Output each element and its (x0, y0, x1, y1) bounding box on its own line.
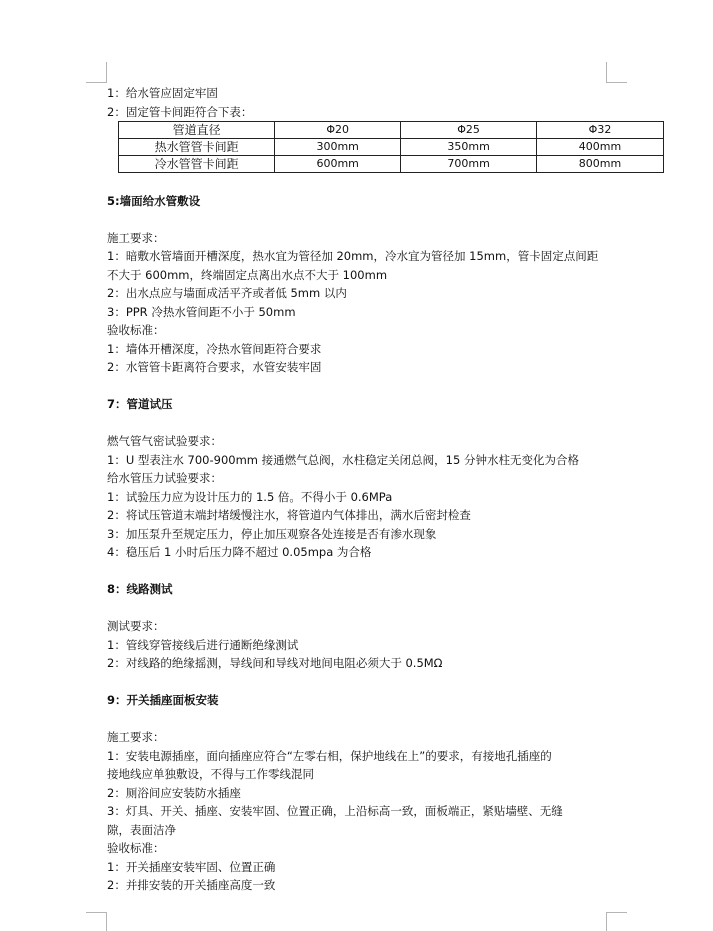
section-9-req-3-cont: 隙，表面洁净 (107, 822, 176, 837)
section-8-test-1: 1：管线穿管接线后进行通断绝缘测试 (107, 637, 299, 652)
section-9-acceptance-label: 验收标准： (107, 841, 165, 855)
section-5-acc-2: 2：水管管卡距离符合要求，水管安装牢固 (107, 360, 322, 374)
table-header-row (119, 122, 664, 139)
table-cell: 700mm (401, 156, 537, 173)
spacer (107, 210, 607, 229)
section-7-gas-1: 1：U 型表注水 700-900mm 接通燃气总阀，水柱稳定关闭总阀，15 分钟水柱无变化为合格 (107, 452, 579, 467)
section-9-acc-1: 1：开关插座安装牢固、位置正确 (107, 859, 276, 874)
table-header-cell: 管道直径 (119, 122, 275, 139)
table-row (119, 139, 664, 156)
section-7-water-2: 2：将试压管道末端封堵缓慢注水，将管道内气体排出，满水后密封检查 (107, 508, 471, 522)
crop-mark-bottom-left (86, 912, 107, 931)
spacer (107, 562, 607, 581)
section-9-req-1-cont: 接地线应单独敷设，不得与工作零线混同 (107, 767, 314, 781)
spacer (107, 710, 607, 729)
crop-mark-bottom-right (606, 912, 627, 931)
table-cell: 热水管管卡间距 (119, 139, 275, 156)
table-cell: 350mm (401, 139, 537, 156)
section-5-heading: 5:墙面给水管敷设 (107, 193, 201, 208)
section-9-req-2: 2：厕浴间应安装防水插座 (107, 785, 241, 800)
section-8-label: 测试要求： (107, 619, 165, 633)
spacer (107, 414, 607, 433)
section-9-requirements-label: 施工要求： (107, 730, 165, 744)
table-cell: 600mm (275, 156, 401, 173)
section-5-req-3: 3：PPR 冷热水管间距不小于 50mm (107, 304, 296, 319)
section-7-water-1: 1：试验压力应为设计压力的 1.5 倍。不得小于 0.6MPa (107, 489, 393, 504)
document-body (107, 84, 622, 895)
intro-item-2: 2：固定管卡间距符合下表： (107, 104, 253, 119)
section-9-acc-2: 2：并排安装的开关插座高度一致 (107, 878, 276, 892)
spacer (107, 599, 607, 618)
section-5-requirements-label: 施工要求： (107, 230, 165, 245)
section-9-heading: 9：开关插座面板安装 (107, 693, 219, 707)
table-cell: 冷水管管卡间距 (119, 156, 275, 173)
section-5-acceptance-label: 验收标准： (107, 323, 165, 337)
table-header-cell: Φ32 (537, 122, 664, 139)
section-7-gas-label: 燃气管气密试验要求： (107, 434, 222, 448)
section-8-heading: 8：线路测试 (107, 582, 173, 596)
section-7-water-label: 给水管压力试验要求： (107, 471, 222, 485)
section-5-req-1: 1：暗敷水管墙面开槽深度，热水宜为管径加 20mm，冷水宜为管径加 15mm，管卡固定点间距 (107, 249, 599, 263)
section-5-acc-1: 1：墙体开槽深度，冷热水管间距符合要求 (107, 341, 322, 356)
section-8-test-2: 2：对线路的绝缘摇测，导线间和导线对地间电阻必须大于 0.5MΩ (107, 656, 443, 670)
section-7-water-3: 3：加压泵升至规定压力，停止加压观察各处连接是否有渗水现象 (107, 526, 437, 541)
section-7-heading: 7：管道试压 (107, 397, 173, 411)
crop-mark-top-right (606, 62, 627, 83)
spacer (107, 173, 607, 192)
table-cell: 800mm (537, 156, 664, 173)
table-header-cell: Φ25 (401, 122, 537, 139)
table-header-cell: Φ20 (275, 122, 401, 139)
section-9-req-1: 1：安装电源插座，面向插座应符合“左零右相，保护地线在上”的要求，有接地孔插座的 (107, 748, 552, 763)
pipe-clamp-spacing-table (118, 121, 664, 173)
section-5-req-2: 2：出水点应与墙面成活平齐或者低 5mm 以内 (107, 286, 347, 300)
table-cell: 300mm (275, 139, 401, 156)
section-7-water-4: 4：稳压后 1 小时后压力降不超过 0.05mpa 为合格 (107, 545, 372, 559)
intro-item-1: 1：给水管应固定牢固 (107, 86, 218, 100)
table-cell: 400mm (537, 139, 664, 156)
section-5-req-1-cont: 不大于 600mm，终端固定点离出水点不大于 100mm (107, 267, 388, 282)
spacer (107, 377, 607, 396)
section-9-req-3: 3：灯具、开关、插座、安装牢固、位置正确，上沿标高一致，面板端正，紧贴墙壁、无缝 (107, 804, 563, 818)
crop-mark-top-left (86, 62, 107, 83)
table-row (119, 156, 664, 173)
spacer (107, 673, 607, 692)
